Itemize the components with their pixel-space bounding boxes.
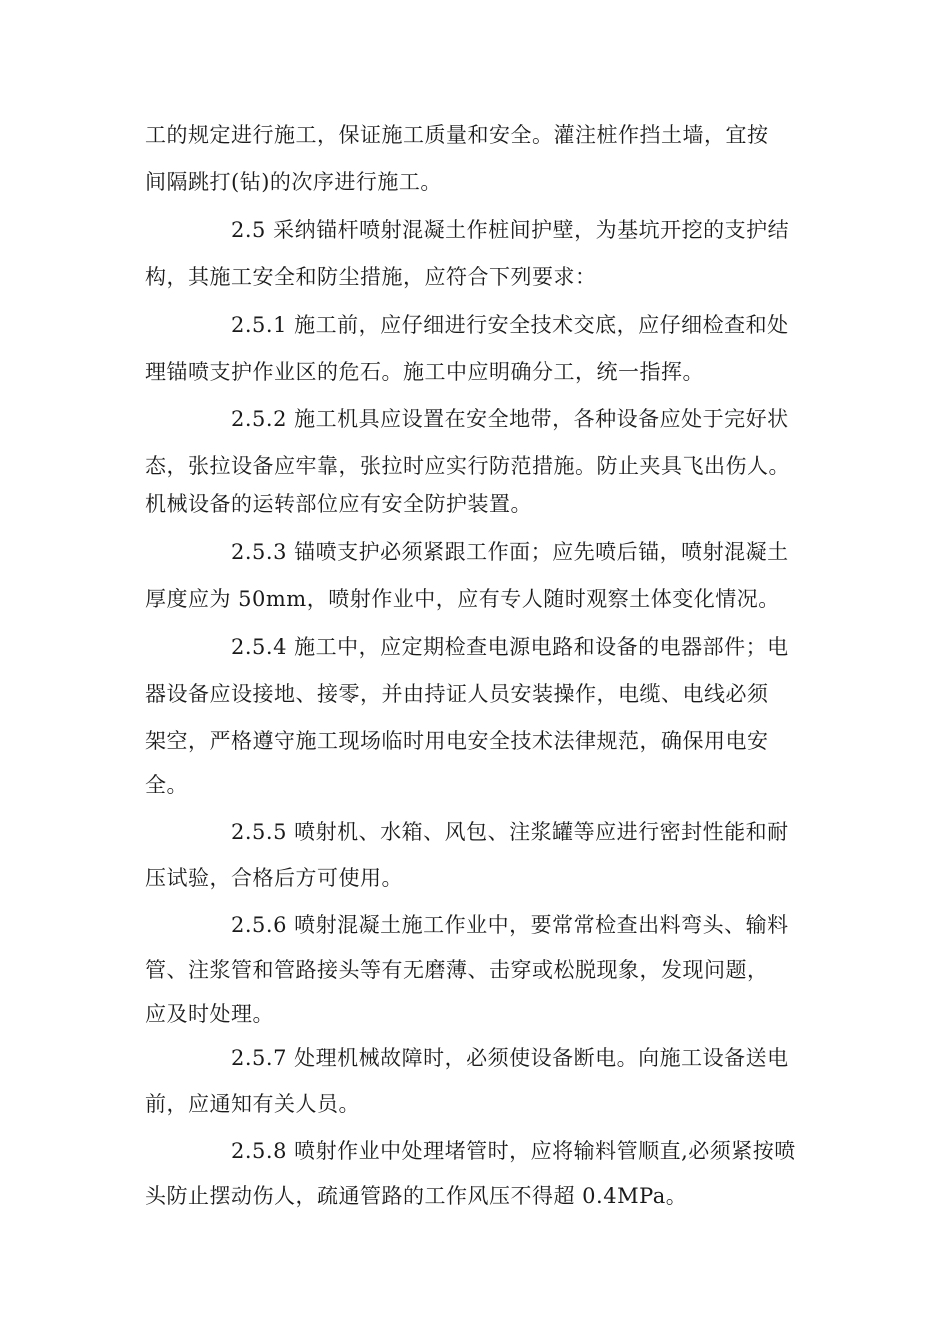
clause-2-5-4: 2.5.4 施工中，应定期检查电源电路和设备的电器部件；电 (231, 635, 789, 659)
body-text-line: 机械设备的运转部位应有安全防护装置。 (145, 492, 532, 516)
body-text-line: 构，其施工安全和防尘措施，应符合下列要求： (145, 265, 597, 289)
body-text-line: 应及时处理。 (145, 1002, 274, 1026)
clause-2-5-5: 2.5.5 喷射机、水箱、风包、注浆罐等应进行密封性能和耐 (231, 820, 789, 844)
body-text-line: 压试验，合格后方可使用。 (145, 866, 403, 890)
clause-2-5-6: 2.5.6 喷射混凝土施工作业中，要常常检查出料弯头、输料 (231, 913, 789, 937)
body-text-line: 全。 (145, 773, 188, 797)
clause-2-5-7: 2.5.7 处理机械故障时，必须使设备断电。向施工设备送电 (231, 1046, 789, 1070)
body-text-line: 理锚喷支护作业区的危石。施工中应明确分工，统一指挥。 (145, 360, 704, 384)
body-text-line: 管、注浆管和管路接头等有无磨薄、击穿或松脱现象，发现问题， (145, 958, 769, 982)
body-text-line: 前，应通知有关人员。 (145, 1092, 360, 1116)
clause-2-5-3: 2.5.3 锚喷支护必须紧跟工作面；应先喷后锚，喷射混凝土 (231, 540, 789, 564)
body-text-line: 架空，严格遵守施工现场临时用电安全技术法律规范，确保用电安 (145, 729, 769, 753)
clause-2-5-2: 2.5.2 施工机具应设置在安全地带，各种设备应处于完好状 (231, 407, 789, 431)
body-text-line: 态，张拉设备应牢靠，张拉时应实行防范措施。防止夹具飞出伤人。 (145, 454, 790, 478)
section-heading-2-5: 2.5 采纳锚杆喷射混凝土作桩间护壁，为基坑开挖的支护结 (231, 218, 790, 242)
body-text-line: 头防止摆动伤人，疏通管路的工作风压不得超 0.4MPa。 (145, 1184, 688, 1208)
clause-2-5-1: 2.5.1 施工前，应仔细进行安全技术交底，应仔细检查和处 (231, 313, 789, 337)
body-text-line: 器设备应设接地、接零，并由持证人员安装操作，电缆、电线必须 (145, 682, 769, 706)
body-text-line: 工的规定进行施工，保证施工质量和安全。灌注桩作挡土墙，宜按 (145, 123, 769, 147)
body-text-line: 间隔跳打(钻)的次序进行施工。 (145, 170, 442, 194)
body-text-line: 厚度应为 50mm，喷射作业中，应有专人随时观察土体变化情况。 (145, 587, 780, 611)
clause-2-5-8: 2.5.8 喷射作业中处理堵管时，应将输料管顺直,必须紧按喷 (231, 1139, 796, 1163)
